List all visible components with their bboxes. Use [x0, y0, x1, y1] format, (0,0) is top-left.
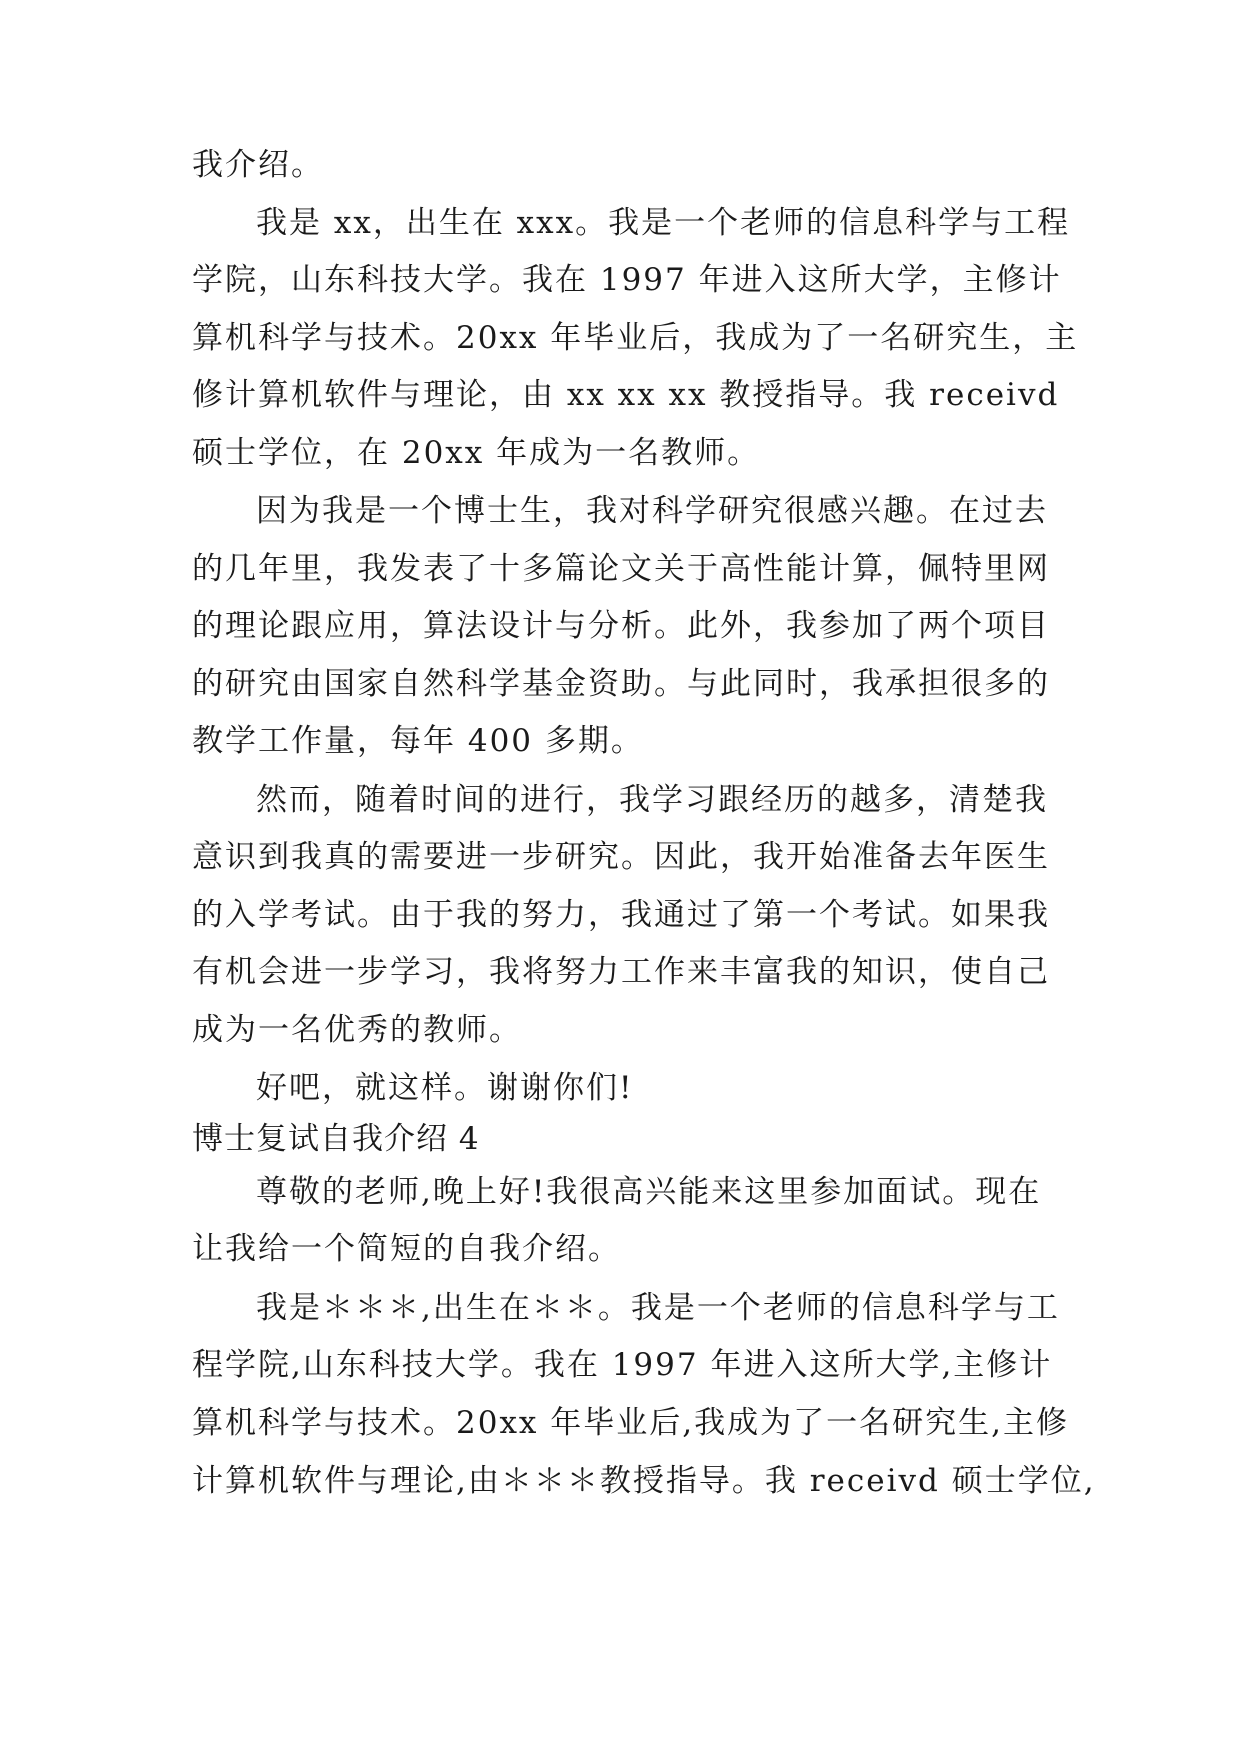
text-line: 让我给一个简短的自我介绍。 — [192, 1231, 621, 1267]
text-line: 计算机软件与理论,由＊＊＊教授指导。我 receivd 硕士学位, — [192, 1463, 1096, 1499]
text-line: 的研究由国家自然科学基金资助。与此同时，我承担很多的 — [192, 666, 1050, 702]
text-line: 意识到我真的需要进一步研究。因此，我开始准备去年医生 — [192, 839, 1050, 875]
text-line: 的理论跟应用，算法设计与分析。此外，我参加了两个项目 — [192, 608, 1050, 644]
text-line: 学院，山东科技大学。我在 1997 年进入这所大学，主修计 — [192, 262, 1062, 298]
paragraph-first-line: 然而，随着时间的进行，我学习跟经历的越多，清楚我 — [256, 782, 1048, 818]
text-line: 修计算机软件与理论，由 xx xx xx 教授指导。我 receivd — [192, 377, 1060, 413]
text-line: 算机科学与技术。20xx 年毕业后，我成为了一名研究生，主 — [192, 320, 1079, 356]
section-heading: 博士复试自我介绍 4 — [192, 1121, 480, 1157]
text-line: 硕士学位，在 20xx 年成为一名教师。 — [192, 435, 761, 471]
paragraph-first-line: 我是 xx，出生在 xxx。我是一个老师的信息科学与工程 — [256, 205, 1071, 241]
paragraph-first-line: 好吧，就这样。谢谢你们! — [256, 1070, 634, 1106]
paragraph-first-line: 尊敬的老师,晚上好!我很高兴能来这里参加面试。现在 — [256, 1174, 1042, 1210]
text-line: 的几年里，我发表了十多篇论文关于高性能计算，佩特里网 — [192, 551, 1050, 587]
paragraph-first-line: 因为我是一个博士生，我对科学研究很感兴趣。在过去 — [256, 493, 1048, 529]
text-line: 程学院,山东科技大学。我在 1997 年进入这所大学,主修计 — [192, 1347, 1053, 1383]
text-line: 成为一名优秀的教师。 — [192, 1012, 522, 1048]
paragraph-first-line: 我是＊＊＊,出生在＊＊。我是一个老师的信息科学与工 — [256, 1290, 1060, 1326]
text-line: 教学工作量，每年 400 多期。 — [192, 723, 644, 759]
text-line: 我介绍。 — [192, 147, 324, 183]
text-line: 算机科学与技术。20xx 年毕业后,我成为了一名研究生,主修 — [192, 1405, 1069, 1441]
text-line: 有机会进一步学习，我将努力工作来丰富我的知识，使自己 — [192, 954, 1050, 990]
text-line: 的入学考试。由于我的努力，我通过了第一个考试。如果我 — [192, 897, 1050, 933]
